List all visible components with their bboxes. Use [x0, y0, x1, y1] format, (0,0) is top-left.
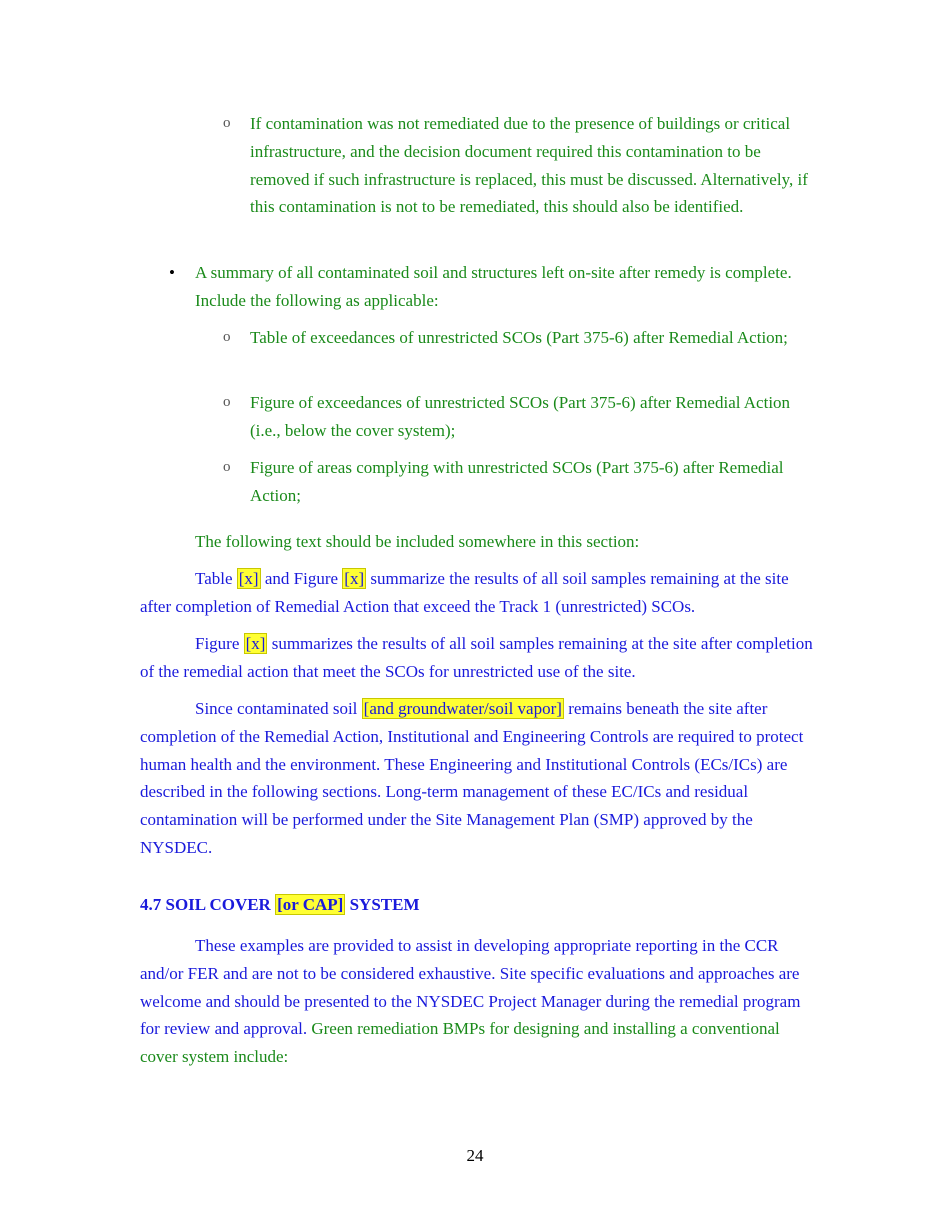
sub-list-item-text: Figure of areas complying with unrestricted SCOs (Part 375-6) after Remedial Action; [250, 458, 784, 505]
placeholder-highlight: [x] [238, 569, 259, 588]
intro-line: The following text should be included somewhere in this section: [195, 532, 640, 551]
bullet-list-item [169, 259, 815, 315]
sub-list-item-text: Table of exceedances of unrestricted SCOs (Part 375-6) after Remedial Action; [250, 328, 788, 347]
sub-list-item [223, 324, 820, 352]
bullet-dot-icon: • [169, 263, 175, 282]
sub-list-item [223, 110, 820, 221]
bullet-list-item-text: A summary of all contaminated soil and structures left on-site after remedy is complete. Include the following as applicable: [195, 263, 792, 310]
circle-bullet-icon: o [223, 115, 231, 131]
sub-list-item-text: If contamination was not remediated due to the presence of buildings or critical infrastructure, and the decision document required this contamination to be removed if such infrastructure is replaced, this must be discussed. Alternatively, if this contamination is not to be remediated, this should also be identified. [250, 114, 808, 217]
paragraph-examples: These examples are provided to assist in developing appropriate reporting in the CCR and/or FER and are not to be considered exhaustive. Site specific evaluations and approaches are welcome and should be presented to the NYSDEC Project Manager during the remedial program for review and approval. Green remediation BMPs for designing and installing a conventional cover system include: [140, 936, 801, 1067]
placeholder-highlight: [or CAP] [277, 895, 344, 914]
sub-list-item-text: Figure of exceedances of unrestricted SCOs (Part 375-6) after Remedial Action (i.e., below the cover system); [250, 393, 791, 440]
circle-bullet-icon: o [223, 329, 231, 345]
sub-list-item [223, 454, 820, 510]
section-heading: 4.7 SOIL COVER [or CAP] SYSTEM [140, 895, 420, 914]
paragraph-table-figure: Table [x] and Figure [x] summarize the results of all soil samples remaining at the site after completion of Remedial Action that exceed the Track 1 (unrestricted) SCOs. [140, 569, 789, 616]
circle-bullet-icon: o [223, 459, 231, 475]
placeholder-highlight: [and groundwater/soil vapor] [363, 699, 562, 718]
page-number: 24 [466, 1146, 484, 1165]
sub-list-item [223, 389, 820, 445]
circle-bullet-icon: o [223, 394, 231, 410]
paragraph-figure: Figure [x] summarizes the results of all soil samples remaining at the site after completion of the remedial action that meet the SCOs for unrestricted use of the site. [140, 634, 813, 681]
paragraph-contamination: Since contaminated soil [and groundwater/soil vapor] remains beneath the site after completion of the Remedial Action, Institutional and Engineering Controls are required to protect human health and the environment. These Engineering and Institutional Controls (ECs/ICs) are described in the following sections. Long-term management of these EC/ICs and residual contamination will be performed under the Site Management Plan (SMP) approved by the NYSDEC. [140, 699, 804, 857]
placeholder-highlight: [x] [344, 569, 365, 588]
placeholder-highlight: [x] [245, 634, 266, 653]
